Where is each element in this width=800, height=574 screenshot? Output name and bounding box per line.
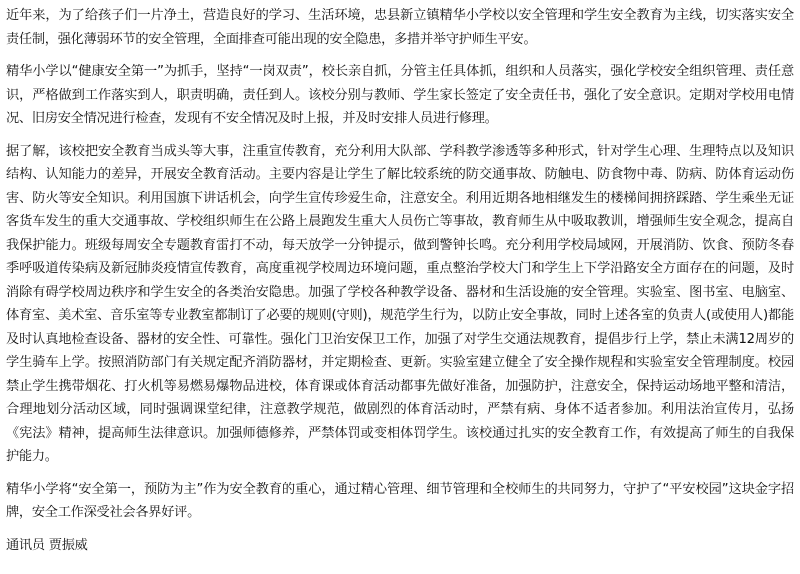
paragraph-intro: 近年来，为了给孩子们一片净土，营造良好的学习、生活环境，忠县新立镇精华小学校以安全管理和学生安全教育为主线，切实落实安全责任制，强化薄弱环节的安全管理，全面排查可能出现的安全隐患，多措并举守护师生平安。 [6, 8, 794, 47]
paragraph-responsibility: 精华小学以“健康安全第一”为抓手，坚持“一岗双责”，校长亲自抓，分管主任具体抓，组织和人员落实，强化学校安全组织管理、责任意识，严格做到工作落实到人，职责明确，责任到人。该校分别与教师、学生家长签定了安全责任书，强化了安全意识。定期对学校用电情况、旧房安全情况进行检查，发现有不安全情况及时上报，并及时安排人员进行修理。 [6, 64, 794, 126]
paragraph-conclusion: 精华小学将“安全第一，预防为主”作为安全教育的重心，通过精心管理、细节管理和全校师生的共同努力，守护了“平安校园”这块金字招牌，安全工作深受社会各界好评。 [6, 481, 794, 520]
byline: 通讯员 贾振威 [6, 537, 88, 553]
paragraph-education: 据了解，该校把安全教育当成头等大事，注重宣传教育，充分利用大队部、学科教学渗透等多种形式，针对学生心理、生理特点以及知识结构、认知能力的差异，开展安全教育活动。主要内容是让学生了解比较系统的防交通事故、防触电、防食物中毒、防病、防体育运动伤害、防火等安全知识。利用国旗下讲话机会，向学生宣传珍爱生命，注意安全。利用近期各地相继发生的楼梯间拥挤踩踏、学生乘坐无证客货车发生的重大交通事故、学校组织师生在公路上晨跑发生重大人员伤亡等事故，教育师生从中吸取教训，增强师生安全观念，提高自我保护能力。班级每周安全专题教育雷打不动，每天放学一分钟提示，做到警钟长鸣。充分利用学校局域网，开展消防、饮食、预防冬春季呼吸道传染病及新冠肺炎疫情宣传教育，高度重视学校周边环境问题，重点整治学校大门和学生上下学沿路安全方面存在的问题，及时消除有碍学校周边秩序和学生安全的各类治安隐患。加强了学校各种教学设备、器材和生活设施的安全管理。实验室、图书室、电脑室、体育室、美术室、音乐室等专业教室都制订了必要的规则(守则)，规范学生行为，以防止安全事故，同时上述各室的负责人(或使用人)都能及时认真地检查设备、器材的安全性、可靠性。强化门卫治安保卫工作，加强了对学生交通法规教育，提倡步行上学，禁止未满12周岁的学生骑车上学。按照消防部门有关规定配齐消防器材，并定期检查、更新。实验室建立健全了安全操作规程和实验室安全管理制度。校园禁止学生携带烟花、打火机等易燃易爆物品进校，体育课或体育活动都事先做好准备，加强防护，注意安全，保持运动场地平整和清洁，合理地划分活动区域，同时强调课堂纪律，注意教学规范，做剧烈的体育活动时，严禁有病、身体不适者参加。利用法治宣传月，弘扬《宪法》精神，提高师生法律意识。加强师德修养，严禁体罚或变相体罚学生。该校通过扎实的安全教育工作，有效提高了师生的自我保护能力。 [6, 143, 794, 464]
